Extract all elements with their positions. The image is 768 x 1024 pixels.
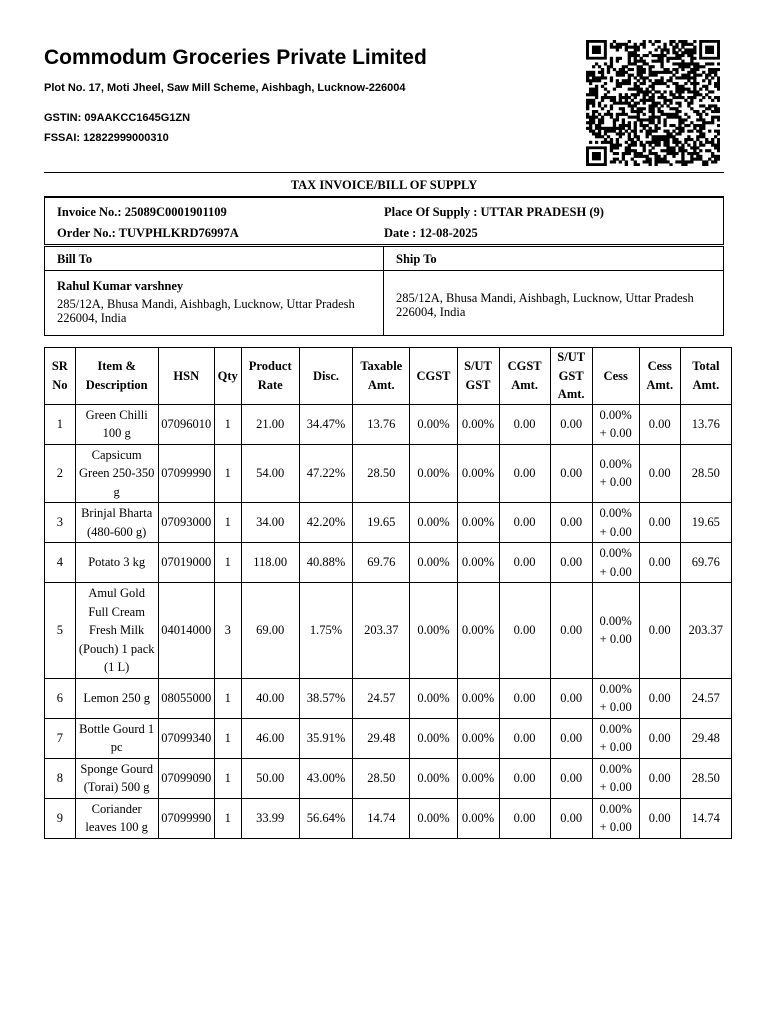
table-cell: 13.76 [680,404,731,444]
table-row [45,678,732,718]
table-cell: 0.00% [457,718,499,758]
table-row [45,444,732,503]
table-cell: 0.00% [410,758,457,798]
column-header: Taxable Amt. [353,348,410,405]
table-cell: 0.00 [550,444,592,503]
table-cell: 5 [45,583,76,679]
table-cell: 1 [214,444,241,503]
table-cell: 33.99 [241,798,299,838]
table-cell: 19.65 [680,503,731,543]
table-cell: 0.00% [410,798,457,838]
table-row [45,758,732,798]
table-cell: 07099990 [158,798,214,838]
company-name: Commodum Groceries Private Limited [44,46,427,69]
table-cell: 0.00% + 0.00 [592,583,639,679]
table-row [45,543,732,583]
table-row [45,718,732,758]
table-cell: 0.00 [499,718,550,758]
table-cell: 0.00% [457,444,499,503]
table-cell: 0.00 [550,503,592,543]
column-header: SR No [45,348,76,405]
table-cell: 0.00 [639,678,680,718]
bill-to-name: Rahul Kumar varshney [57,279,184,293]
table-cell: 0.00% [410,678,457,718]
table-row [45,404,732,444]
table-cell: 50.00 [241,758,299,798]
table-cell: 07093000 [158,503,214,543]
table-cell: 1 [214,503,241,543]
qr-code [586,40,720,166]
table-cell: 0.00 [499,543,550,583]
table-cell: 28.50 [353,444,410,503]
table-cell: 07096010 [158,404,214,444]
table-cell: 0.00% [457,503,499,543]
table-cell: 7 [45,718,76,758]
table-cell: 28.50 [353,758,410,798]
column-header: Total Amt. [680,348,731,405]
table-cell: 14.74 [353,798,410,838]
table-cell: 0.00% [410,503,457,543]
table-cell: 1 [214,718,241,758]
table-cell: 24.57 [680,678,731,718]
table-cell: 04014000 [158,583,214,679]
table-cell: 6 [45,678,76,718]
table-cell: 3 [45,503,76,543]
table-cell: 0.00 [550,583,592,679]
table-cell: 1 [214,404,241,444]
table-cell: 0.00% [457,404,499,444]
table-cell: 14.74 [680,798,731,838]
table-cell: 34.00 [241,503,299,543]
table-cell: 69.00 [241,583,299,679]
table-cell: 0.00% [410,583,457,679]
table-cell: 0.00 [499,758,550,798]
invoice-date: Date : 12-08-2025 [384,226,478,240]
table-cell: Sponge Gourd (Torai) 500 g [75,758,158,798]
table-cell: Potato 3 kg [75,543,158,583]
table-cell: 1 [214,798,241,838]
document-title: TAX INVOICE/BILL OF SUPPLY [290,178,478,192]
table-cell: 1.75% [299,583,352,679]
fssai: FSSAI: 12822999000310 [44,132,169,144]
invoice-number: Invoice No.: 25089C0001901109 [57,205,227,219]
column-header: Product Rate [241,348,299,405]
table-cell: 35.91% [299,718,352,758]
table-cell: 07099090 [158,758,214,798]
table-cell: 40.00 [241,678,299,718]
table-cell: 0.00 [639,404,680,444]
bill-to-heading: Bill To [57,252,93,266]
table-cell: 24.57 [353,678,410,718]
column-header: HSN [158,348,214,405]
table-cell: 38.57% [299,678,352,718]
table-cell: 56.64% [299,798,352,838]
table-cell: 203.37 [353,583,410,679]
column-header: S/UT GST Amt. [550,348,592,405]
table-cell: 9 [45,798,76,838]
table-cell: 0.00 [639,444,680,503]
table-cell: 0.00% + 0.00 [592,543,639,583]
table-cell: 1 [45,404,76,444]
table-cell: 0.00 [499,444,550,503]
table-cell: 0.00% [457,583,499,679]
table-cell: 42.20% [299,503,352,543]
table-cell: 07019000 [158,543,214,583]
table-cell: 0.00 [639,583,680,679]
table-cell: 0.00% [457,678,499,718]
column-header: Qty [214,348,241,405]
items-table [44,347,732,839]
table-cell: 0.00% + 0.00 [592,758,639,798]
table-row [45,798,732,838]
column-header: CGST [410,348,457,405]
column-header: Cess Amt. [639,348,680,405]
table-cell: Coriander leaves 100 g [75,798,158,838]
table-cell: 0.00% [410,404,457,444]
table-cell: 8 [45,758,76,798]
table-cell: 08055000 [158,678,214,718]
table-cell: 54.00 [241,444,299,503]
table-cell: 0.00 [499,404,550,444]
column-header: CGST Amt. [499,348,550,405]
table-header-row [45,348,732,405]
place-of-supply: Place Of Supply : UTTAR PRADESH (9) [384,205,604,219]
table-cell: 0.00 [639,503,680,543]
table-cell: 0.00% + 0.00 [592,503,639,543]
table-cell: 4 [45,543,76,583]
ship-to-address: 285/12A, Bhusa Mandi, Aishbagh, Lucknow, Uttar Pradesh 226004, India [396,291,694,319]
table-cell: 203.37 [680,583,731,679]
table-cell: Capsicum Green 250-350 g [75,444,158,503]
table-cell: 29.48 [353,718,410,758]
table-cell: 2 [45,444,76,503]
table-cell: 1 [214,543,241,583]
table-cell: 0.00 [550,718,592,758]
table-cell: 07099340 [158,718,214,758]
table-cell: 1 [214,758,241,798]
table-cell: 0.00% + 0.00 [592,444,639,503]
table-cell: 0.00% [457,798,499,838]
table-cell: 13.76 [353,404,410,444]
address-header-rule [45,270,723,271]
table-cell: 0.00% + 0.00 [592,404,639,444]
table-cell: Lemon 250 g [75,678,158,718]
table-cell: 0.00 [639,543,680,583]
column-header: Item & Description [75,348,158,405]
table-cell: 69.76 [680,543,731,583]
table-cell: 1 [214,678,241,718]
table-cell: 0.00% [410,444,457,503]
table-cell: 0.00 [550,404,592,444]
order-number: Order No.: TUVPHLKRD76997A [57,226,239,240]
table-cell: 0.00 [550,798,592,838]
table-cell: 0.00 [499,678,550,718]
table-cell: 43.00% [299,758,352,798]
header-rule-top [44,172,724,173]
address-divider [383,247,384,335]
table-cell: 0.00 [499,503,550,543]
table-cell: 0.00 [550,543,592,583]
table-cell: 0.00 [499,583,550,679]
table-cell: 29.48 [680,718,731,758]
table-cell: 0.00% [410,543,457,583]
table-cell: 0.00 [550,678,592,718]
table-cell: 0.00% [457,758,499,798]
table-cell: Amul Gold Full Cream Fresh Milk (Pouch) 1 pack (1 L) [75,583,158,679]
table-cell: 3 [214,583,241,679]
table-cell: 19.65 [353,503,410,543]
table-cell: 07099990 [158,444,214,503]
company-address: Plot No. 17, Moti Jheel, Saw Mill Scheme, Aishbagh, Lucknow-226004 [44,82,406,94]
table-cell: Green Chilli 100 g [75,404,158,444]
column-header: Disc. [299,348,352,405]
table-cell: 28.50 [680,758,731,798]
ship-to-heading: Ship To [396,252,437,266]
table-cell: 34.47% [299,404,352,444]
table-cell: 118.00 [241,543,299,583]
table-cell: 0.00 [639,758,680,798]
table-cell: 0.00 [639,718,680,758]
table-cell: 0.00% + 0.00 [592,678,639,718]
table-cell: 21.00 [241,404,299,444]
table-row [45,503,732,543]
table-cell: 0.00% [457,543,499,583]
table-cell: Bottle Gourd 1 pc [75,718,158,758]
column-header: S/UT GST [457,348,499,405]
table-row [45,583,732,679]
table-cell: 0.00 [499,798,550,838]
table-cell: 0.00% + 0.00 [592,798,639,838]
column-header: Cess [592,348,639,405]
table-cell: 0.00% [410,718,457,758]
table-cell: 46.00 [241,718,299,758]
table-cell: 0.00% + 0.00 [592,718,639,758]
table-cell: 28.50 [680,444,731,503]
gstin: GSTIN: 09AAKCC1645G1ZN [44,112,191,124]
table-cell: 47.22% [299,444,352,503]
bill-to-address: 285/12A, Bhusa Mandi, Aishbagh, Lucknow, Uttar Pradesh 226004, India [57,297,355,325]
table-cell: 0.00 [550,758,592,798]
table-cell: 69.76 [353,543,410,583]
table-cell: Brinjal Bharta (480-600 g) [75,503,158,543]
table-cell: 40.88% [299,543,352,583]
table-cell: 0.00 [639,798,680,838]
